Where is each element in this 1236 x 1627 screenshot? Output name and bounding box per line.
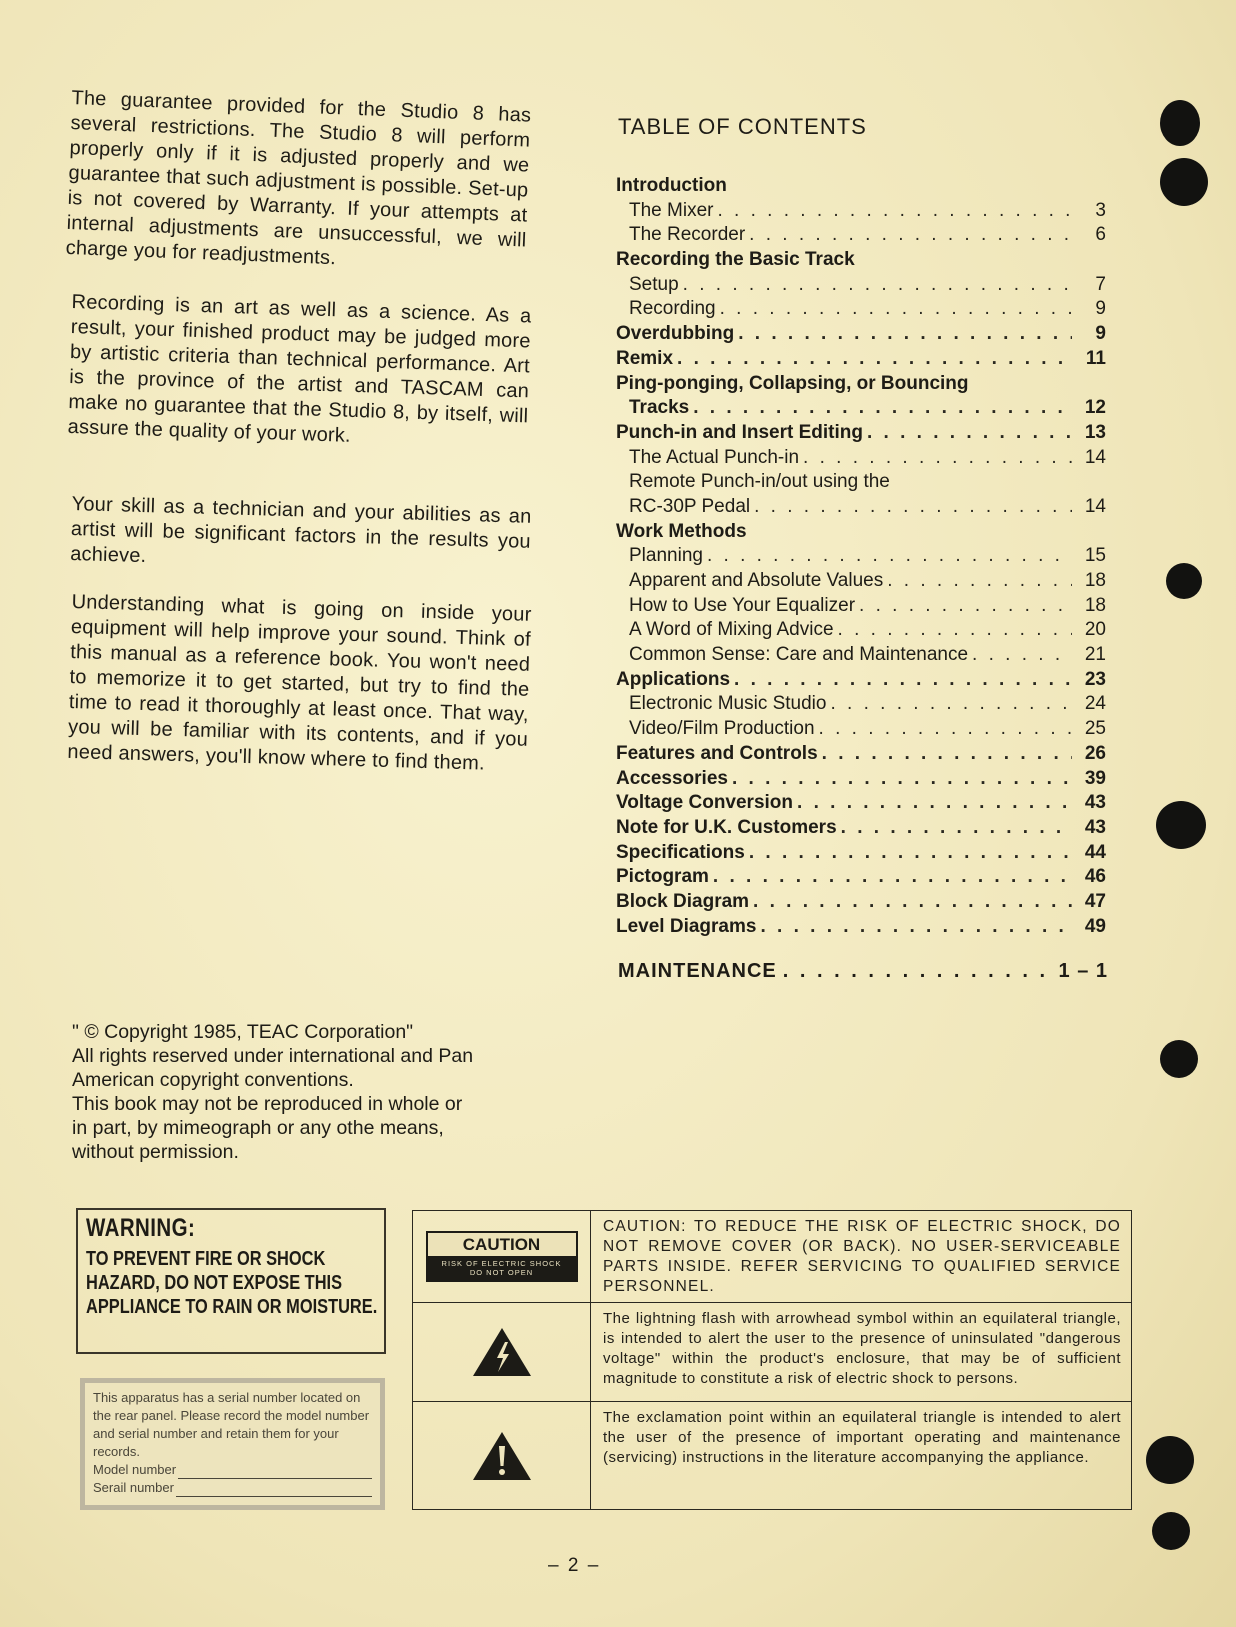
toc-entry-page: 25	[1084, 718, 1106, 740]
toc-entry-label: Setup	[629, 273, 679, 295]
copyright-line: " © Copyright 1985, TEAC Corporation"	[72, 1021, 414, 1043]
toc-entry-page: 18	[1084, 594, 1106, 616]
toc-entry-label: Accessories	[616, 767, 728, 789]
toc-leader-dots	[887, 569, 1072, 594]
lightning-row	[413, 1303, 1131, 1402]
toc-entry-label: The Mixer	[629, 199, 714, 221]
toc-entry[interactable]	[616, 915, 1106, 940]
toc-entry-label: Punch-in and Insert Editing	[616, 421, 863, 443]
toc-entry[interactable]	[616, 841, 1106, 866]
toc-entry-page: 43	[1084, 792, 1106, 814]
toc-entry-page: 49	[1084, 915, 1106, 937]
toc-leader-dots	[717, 199, 1072, 224]
serial-number-blank	[176, 1484, 372, 1497]
toc-leader-dots	[783, 960, 1053, 983]
toc-entry-label: Electronic Music Studio	[629, 693, 827, 715]
skill-paragraph: Your skill as a technician and your abilities as an artist will be significant factors in the results you achieve.	[69, 492, 532, 568]
toc-entry-label: The Recorder	[629, 224, 746, 246]
lightning-symbol-cell	[413, 1303, 591, 1401]
toc-entry-label: RC-30P Pedal	[629, 495, 751, 517]
model-number-field[interactable]	[93, 1461, 372, 1479]
toc-entry[interactable]	[616, 470, 1106, 495]
toc-entry-label: Specifications	[616, 841, 745, 863]
toc-leader-dots	[760, 915, 1072, 940]
binder-hole-icon	[1152, 1512, 1190, 1550]
toc-leader-dots	[867, 421, 1072, 446]
toc-entry-label: Remote Punch-in/out using the	[629, 471, 890, 493]
caution-label-sub-line: RISK OF ELECTRIC SHOCK	[441, 1259, 562, 1268]
toc-leader-dots	[972, 643, 1072, 668]
maintenance-page: 1 – 1	[1058, 960, 1108, 982]
toc-leader-dots	[749, 223, 1072, 248]
caution-label-sub-line: DO NOT OPEN	[469, 1268, 534, 1277]
toc-leader-dots	[859, 594, 1072, 619]
toc-entry[interactable]	[616, 816, 1106, 841]
toc-entry-page: 18	[1084, 570, 1106, 591]
maintenance-label: MAINTENANCE	[618, 960, 777, 982]
caution-label-cell	[413, 1211, 591, 1302]
binder-hole-icon	[1160, 1040, 1198, 1078]
binder-hole-icon	[1156, 801, 1206, 849]
toc-leader-dots	[803, 446, 1072, 471]
toc-entry-page: 43	[1084, 816, 1106, 838]
toc-entry-label: Block Diagram	[616, 890, 750, 912]
toc-entry[interactable]	[616, 297, 1106, 322]
binder-hole-icon	[1160, 100, 1200, 146]
toc-entry[interactable]	[616, 372, 1106, 397]
model-number-label: Model number	[93, 1462, 177, 1477]
caution-label-sub	[428, 1256, 576, 1280]
toc-leader-dots	[753, 890, 1072, 915]
toc-entry-label: Features and Controls	[616, 742, 818, 764]
toc-entry-page: 15	[1084, 545, 1106, 567]
exclamation-explanation-text: The exclamation point within an equilateral triangle is intended to alert the user of the presence of important operating and maintenance (servicing) instructions in the literature accompanying the appliance.	[603, 1409, 1121, 1466]
toc-entry-page: 24	[1084, 693, 1106, 715]
copyright-line: This book may not be reproduced in whole or	[72, 1093, 463, 1115]
caution-label-icon	[426, 1231, 578, 1282]
toc-entry[interactable]	[616, 767, 1106, 792]
toc-entry[interactable]	[616, 594, 1106, 619]
toc-entry[interactable]	[616, 248, 1106, 273]
toc-leader-dots	[822, 742, 1072, 767]
toc-entry-label: Ping-ponging, Collapsing, or Bouncing	[616, 372, 969, 394]
toc-leader-dots	[713, 865, 1072, 890]
toc-entry-label: Note for U.K. Customers	[616, 816, 837, 838]
toc-entry-label: Apparent and Absolute Values	[629, 570, 884, 591]
caution-text: CAUTION: TO REDUCE THE RISK OF ELECTRIC SHOCK, DO NOT REMOVE COVER (OR BACK). NO USER-SERVICEABLE PARTS INSIDE. REFER SERVICING TO QUALIFIED SERVICE PERSONNEL.	[603, 1218, 1121, 1295]
toc-entry-label: Recording	[629, 298, 716, 320]
toc-entry[interactable]	[616, 692, 1106, 717]
caution-symbols-table	[412, 1210, 1132, 1510]
toc-leader-dots	[819, 717, 1072, 742]
toc-entry[interactable]	[616, 421, 1106, 446]
toc-entry[interactable]	[616, 223, 1106, 248]
serial-number-notice	[80, 1378, 385, 1510]
toc-entry-label: Introduction	[616, 175, 727, 196]
toc-entry[interactable]	[616, 890, 1106, 915]
toc-entry-page: 14	[1084, 446, 1106, 468]
toc-maintenance-entry[interactable]	[618, 960, 1108, 983]
art-science-paragraph: Recording is an art as well as a science. As a result, your finished product may be judged more by artistic criteria than technical performance. Art is the province of the artist and TASCAM can make no guarantee that the Studio 8, by itself, will assure the quality of your work.	[67, 290, 532, 447]
toc-title: TABLE OF CONTENTS	[618, 114, 867, 139]
binder-hole-icon	[1160, 158, 1208, 206]
toc-entry-page: 11	[1085, 347, 1106, 369]
fire-shock-warning-box	[76, 1208, 386, 1354]
toc-entry[interactable]	[616, 495, 1106, 520]
toc-entry-label: How to Use Your Equalizer	[629, 594, 856, 616]
toc-entry-page: 46	[1084, 866, 1106, 888]
toc-entry-label: Common Sense: Care and Maintenance	[629, 644, 969, 666]
toc-entry[interactable]	[616, 569, 1106, 594]
guarantee-paragraph: The guarantee provided for the Studio 8 has several restrictions. The Studio 8 will perform properly only if it is adjusted properly and we guarantee that such adjustment is possible. Set-up is not covered by Warranty. If your attempts at internal adjustments are unsuccessful, we will charge you for readjustments.	[65, 86, 532, 270]
toc-entry[interactable]	[616, 643, 1106, 668]
toc-entry[interactable]	[616, 446, 1106, 471]
toc-leader-dots	[841, 816, 1072, 841]
toc-entry-page: 26	[1084, 742, 1106, 764]
warning-title: WARNING:	[86, 1214, 196, 1242]
toc-entry-label: Overdubbing	[616, 323, 735, 345]
toc-leader-dots	[732, 767, 1072, 792]
toc-entry-page: 44	[1084, 841, 1106, 863]
serial-number-label: Serail number	[93, 1480, 174, 1495]
toc-entry-label: Remix	[616, 347, 674, 369]
toc-entry-page: 12	[1084, 397, 1106, 419]
toc-entry[interactable]	[616, 668, 1106, 693]
lightning-warning-triangle-icon	[471, 1326, 533, 1378]
toc-leader-dots	[683, 273, 1072, 298]
toc-entry-page: 14	[1084, 495, 1106, 517]
toc-entry[interactable]	[616, 865, 1106, 890]
toc-entry-page: 21	[1084, 644, 1106, 666]
caution-label-title: CAUTION	[428, 1233, 576, 1256]
toc-entry-label: Applications	[616, 668, 731, 690]
copyright-line: American copyright conventions.	[72, 1069, 354, 1091]
toc-leader-dots	[838, 618, 1072, 643]
binder-hole-icon	[1166, 563, 1202, 599]
serial-notice-text: This apparatus has a serial number located on the rear panel. Please record the model number and serial number and retain them for your records.	[93, 1390, 370, 1459]
toc-entry[interactable]	[616, 273, 1106, 298]
copyright-notice	[72, 1020, 542, 1164]
toc-entry[interactable]	[616, 618, 1106, 643]
toc-leader-dots	[707, 544, 1072, 569]
page-number: – 2 –	[548, 1555, 601, 1576]
toc-leader-dots	[797, 791, 1072, 816]
copyright-line: All rights reserved under international and Pan	[72, 1045, 474, 1067]
toc-entry-page: 13	[1084, 421, 1106, 443]
toc-leader-dots	[749, 841, 1072, 866]
toc-entry-label: Tracks	[629, 397, 690, 419]
table-of-contents	[616, 174, 1106, 939]
caution-row	[413, 1211, 1131, 1303]
toc-leader-dots	[677, 347, 1072, 372]
toc-entry[interactable]	[616, 396, 1106, 421]
toc-entry[interactable]	[616, 347, 1106, 372]
copyright-line: in part, by mimeograph or any othe means,	[72, 1117, 444, 1139]
exclamation-row	[413, 1402, 1131, 1509]
toc-entry[interactable]	[616, 322, 1106, 347]
toc-entry-label: Planning	[629, 545, 703, 567]
toc-entry-label: Video/Film Production	[629, 718, 815, 740]
exclamation-warning-triangle-icon	[471, 1430, 533, 1482]
toc-entry-page: 9	[1095, 323, 1106, 345]
model-number-blank	[178, 1466, 372, 1479]
toc-entry-page: 20	[1084, 619, 1106, 641]
toc-entry-page: 9	[1095, 298, 1106, 320]
manual-usage-paragraph: Understanding what is going on inside your equipment will help improve your sound. Think of this manual as a reference book. You won't need to memorize it to get started, but try to find the time to read it thoroughly at least once. That way, you will be familiar with its contents, and if you need answers, you'll know where to find them.	[67, 590, 532, 775]
toc-entry-label: A Word of Mixing Advice	[629, 619, 834, 641]
toc-leader-dots	[720, 297, 1072, 322]
toc-entry-page: 23	[1084, 668, 1106, 690]
toc-leader-dots	[754, 495, 1072, 520]
toc-leader-dots	[693, 396, 1072, 421]
toc-leader-dots	[830, 692, 1072, 717]
toc-entry-page: 47	[1084, 890, 1106, 912]
binder-hole-icon	[1146, 1436, 1194, 1484]
toc-entry[interactable]	[616, 174, 1106, 199]
toc-entry[interactable]	[616, 717, 1106, 742]
toc-entry-label: Work Methods	[616, 520, 747, 542]
serial-number-field[interactable]	[93, 1479, 372, 1497]
toc-entry-page: 6	[1095, 224, 1106, 246]
toc-entry-label: Voltage Conversion	[616, 792, 794, 814]
toc-entry-page: 3	[1095, 199, 1106, 221]
lightning-explanation-text: The lightning flash with arrowhead symbol within an equilateral triangle, is intended to alert the user to the presence of uninsulated "dangerous voltage" within the product's enclosure, that may be of sufficient magnitude to constitute a risk of electric shock to persons.	[603, 1310, 1121, 1387]
exclamation-symbol-cell	[413, 1402, 591, 1509]
toc-entry-label: Pictogram	[616, 866, 709, 888]
copyright-line: without permission.	[72, 1141, 239, 1163]
toc-entry[interactable]	[616, 791, 1106, 816]
toc-entry-page: 7	[1095, 273, 1106, 295]
warning-body: TO PREVENT FIRE OR SHOCK HAZARD, DO NOT EXPOSE THIS APPLIANCE TO RAIN OR MOISTURE.	[86, 1248, 378, 1318]
toc-entry[interactable]	[616, 199, 1106, 224]
toc-leader-dots	[738, 322, 1072, 347]
toc-entry[interactable]	[616, 544, 1106, 569]
toc-entry-label: The Actual Punch-in	[629, 446, 800, 468]
toc-leader-dots	[734, 668, 1072, 693]
toc-entry[interactable]	[616, 520, 1106, 545]
toc-entry-label: Level Diagrams	[616, 915, 757, 937]
toc-entry[interactable]	[616, 742, 1106, 767]
toc-entry-label: Recording the Basic Track	[616, 249, 855, 271]
toc-entry-page: 39	[1084, 767, 1106, 789]
